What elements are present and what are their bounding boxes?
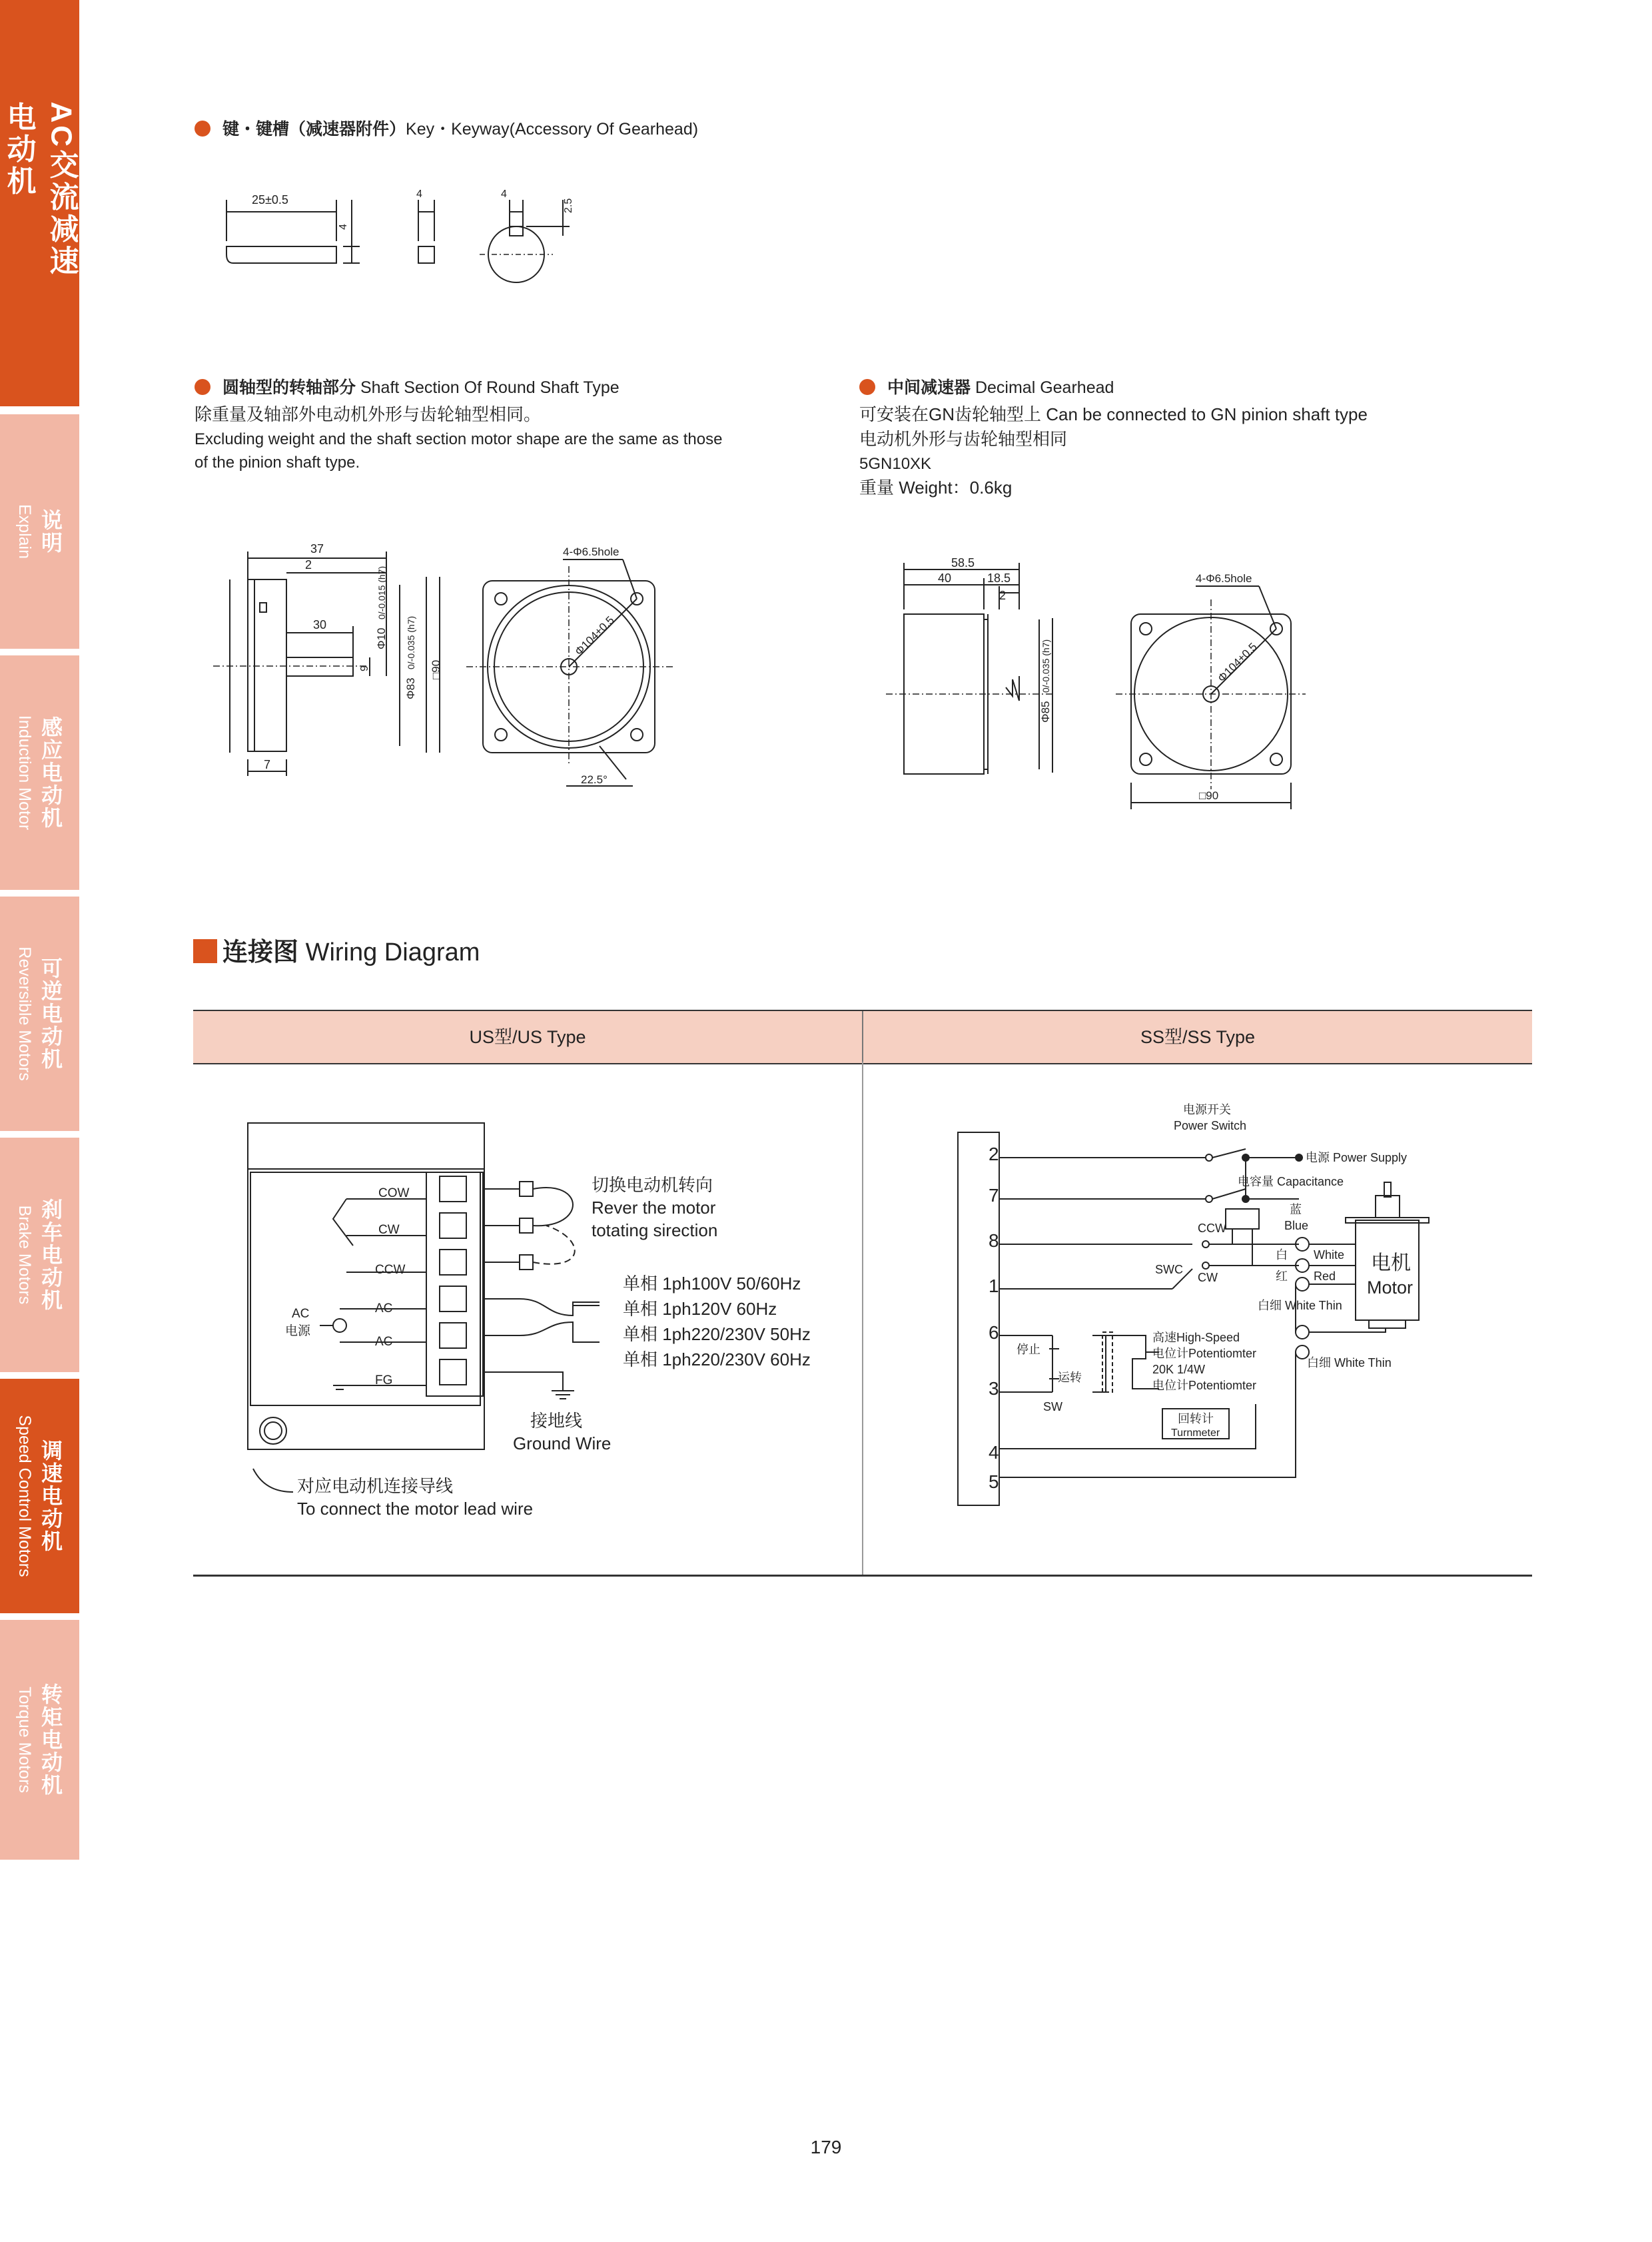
swc-label: SWC: [1155, 1263, 1183, 1276]
blue-cn: 蓝: [1290, 1203, 1302, 1216]
cw-label: CW: [1198, 1271, 1218, 1284]
white-cn: 白: [1276, 1248, 1288, 1262]
pin-2: 2: [989, 1144, 999, 1164]
col-ss-type: SS型/SS Type: [1140, 1027, 1256, 1047]
pin-5: 5: [989, 1471, 999, 1492]
high-speed-label: 高速High-Speed: [1152, 1331, 1240, 1344]
dim-key-height: 4: [338, 224, 349, 230]
potentiometer-label-2: 电位计Potentiomter: [1152, 1379, 1257, 1392]
terminal-ccw: CCW: [375, 1263, 406, 1277]
ac-label: AC: [292, 1307, 310, 1321]
sidebar-tab-label-en: Reversible Motors: [15, 946, 34, 1081]
dim-key-width: 4: [416, 188, 422, 200]
dim-holes: 4-Φ6.5hole: [1196, 572, 1252, 585]
reverse-label-en2: totating sirection: [592, 1220, 718, 1240]
dim-2: 2: [999, 589, 1007, 602]
pin-4: 4: [989, 1442, 999, 1463]
decimal-gearhead-heading: 中间减速器 Decimal Gearhead: [859, 374, 1114, 398]
dim-square: □90: [1199, 789, 1219, 802]
power-switch-en: Power Switch: [1174, 1119, 1247, 1132]
sidebar-tab-label-en: Induction Motor: [15, 715, 34, 831]
dim-40: 40: [938, 571, 952, 585]
dim-18: 18.5: [987, 571, 1011, 585]
dim-key-length: 25±0.5: [252, 193, 288, 206]
gearhead-line1: 可安装在GN齿轮轴型上 Can be connected to GN pinion shaft type: [859, 404, 1368, 424]
motor-label-en: Motor: [1367, 1278, 1414, 1298]
sidebar-tab-label-cn: 感应电动机: [39, 716, 63, 829]
turnmeter-en: Turnmeter: [1171, 1427, 1220, 1439]
reverse-label-en1: Rever the motor: [592, 1198, 716, 1218]
sidebar-tab-label-cn: 刹车电动机: [39, 1198, 63, 1311]
terminal-ac1: AC: [375, 1302, 393, 1315]
gearhead-line2: 电动机外形与齿轮轴型相同: [859, 429, 1068, 449]
power-line-4: 单相 1ph220/230V 60Hz: [623, 1349, 811, 1369]
ccw-label: CCW: [1198, 1222, 1226, 1235]
dim-angle: 22.5°: [581, 773, 608, 786]
sidebar-tab-label-cn: 可逆电动机: [39, 957, 63, 1070]
motor-label-cn: 电机: [1371, 1252, 1411, 1274]
dim-37: 37: [310, 542, 324, 556]
dim-pilot-dia: Φ85: [1039, 701, 1052, 723]
dim-pilot-tol: 0/-0.035 (h7): [406, 615, 416, 669]
sidebar-tab-label-en: Explain: [15, 504, 34, 559]
dim-shaft-dia: Φ10: [375, 627, 388, 649]
white-thin-label-1: 白细 White Thin: [1258, 1299, 1342, 1312]
power-line-3: 单相 1ph220/230V 50Hz: [623, 1324, 811, 1344]
dim-30: 30: [313, 618, 327, 631]
dim-9: 9: [359, 665, 370, 671]
round-shaft-desc-en2: of the pinion shaft type.: [195, 454, 360, 472]
pin-8: 8: [989, 1230, 999, 1251]
dim-pilot-dia: Φ83: [404, 677, 417, 699]
dim-pcd: Φ104±0.5: [1215, 640, 1260, 685]
capacitance-label: 电容量 Capacitance: [1238, 1175, 1344, 1188]
dim-keyway-depth: 2.5: [563, 198, 574, 213]
sidebar-tab-label-en: Brake Motors: [15, 1205, 34, 1305]
dim-2: 2: [305, 558, 312, 571]
potentiometer-spec: 20K 1/4W: [1152, 1363, 1206, 1376]
key-section-heading: 键・键槽（减速器附件）Key・Keyway(Accessory Of Gearhead): [195, 116, 698, 140]
power-line-2: 单相 1ph120V 60Hz: [623, 1299, 777, 1319]
sidebar-tab-label-cn: 转矩电动机: [39, 1683, 63, 1796]
turnmeter-cn: 回转计: [1178, 1412, 1214, 1425]
reverse-label-cn: 切换电动机转向: [592, 1175, 713, 1195]
white-thin-label-2: 白细 White Thin: [1307, 1356, 1392, 1369]
sidebar-tab-label-en: Speed Control Motors: [15, 1415, 34, 1577]
potentiometer-label-1: 电位计Potentiomter: [1152, 1347, 1257, 1360]
terminal-cw: CW: [378, 1223, 400, 1237]
ground-wire-cn: 接地线: [530, 1411, 583, 1431]
white-en: White: [1314, 1248, 1345, 1262]
run-label: 运转: [1058, 1371, 1082, 1384]
sw-label: SW: [1043, 1400, 1062, 1413]
stop-label: 停止: [1017, 1343, 1040, 1356]
col-us-type: US型/US Type: [469, 1027, 586, 1047]
dim-7: 7: [264, 758, 271, 771]
lead-wire-cn: 对应电动机连接导线: [297, 1476, 454, 1496]
sidebar-tab-label-en: Torque Motors: [15, 1686, 34, 1793]
pin-6: 6: [989, 1322, 999, 1343]
power-supply-label: 电源 Power Supply: [1306, 1151, 1408, 1164]
page-number: 179: [810, 2137, 842, 2157]
dim-58: 58.5: [951, 556, 975, 569]
red-en: Red: [1314, 1270, 1336, 1283]
pin-3: 3: [989, 1378, 999, 1399]
sidebar-tab-label: AC交流减速电动机: [2, 101, 78, 278]
power-line-1: 单相 1ph100V 50/60Hz: [623, 1274, 801, 1294]
round-shaft-heading: 圆轴型的转轴部分 Shaft Section Of Round Shaft Type: [195, 374, 620, 398]
ac-power-label: 电源: [285, 1324, 311, 1338]
sidebar-tab-label-cn: 说明: [39, 509, 63, 554]
terminal-ac2: AC: [375, 1335, 393, 1349]
ground-wire-en: Ground Wire: [513, 1433, 612, 1453]
dim-keyway-width: 4: [501, 188, 507, 200]
gearhead-model: 5GN10XK: [859, 455, 932, 473]
round-shaft-desc-en1: Excluding weight and the shaft section motor shape are the same as those: [195, 430, 723, 448]
dim-holes: 4-Φ6.5hole: [563, 546, 620, 558]
wiring-title: 连接图 Wiring Diagram: [193, 931, 480, 968]
pin-7: 7: [989, 1185, 999, 1206]
terminal-fg: FG: [375, 1373, 393, 1387]
round-shaft-desc-cn: 除重量及轴部外电动机外形与齿轮轴型相同。: [195, 404, 542, 424]
dim-pcd: Φ104±0.5: [572, 613, 617, 658]
dim-shaft-tol: 0/-0.015 (h7): [376, 565, 387, 619]
power-switch-cn: 电源开关: [1183, 1103, 1231, 1116]
blue-en: Blue: [1284, 1219, 1309, 1232]
sidebar-tab-label-cn: 调速电动机: [39, 1439, 63, 1553]
gearhead-weight: 重量 Weight：0.6kg: [859, 478, 1013, 498]
terminal-cow: COW: [378, 1186, 410, 1200]
red-cn: 红: [1276, 1270, 1288, 1283]
dim-pilot-tol: 0/-0.035 (h7): [1040, 639, 1051, 693]
pin-1: 1: [989, 1276, 999, 1296]
dim-square: □90: [430, 659, 442, 679]
lead-wire-en: To connect the motor lead wire: [297, 1499, 534, 1519]
